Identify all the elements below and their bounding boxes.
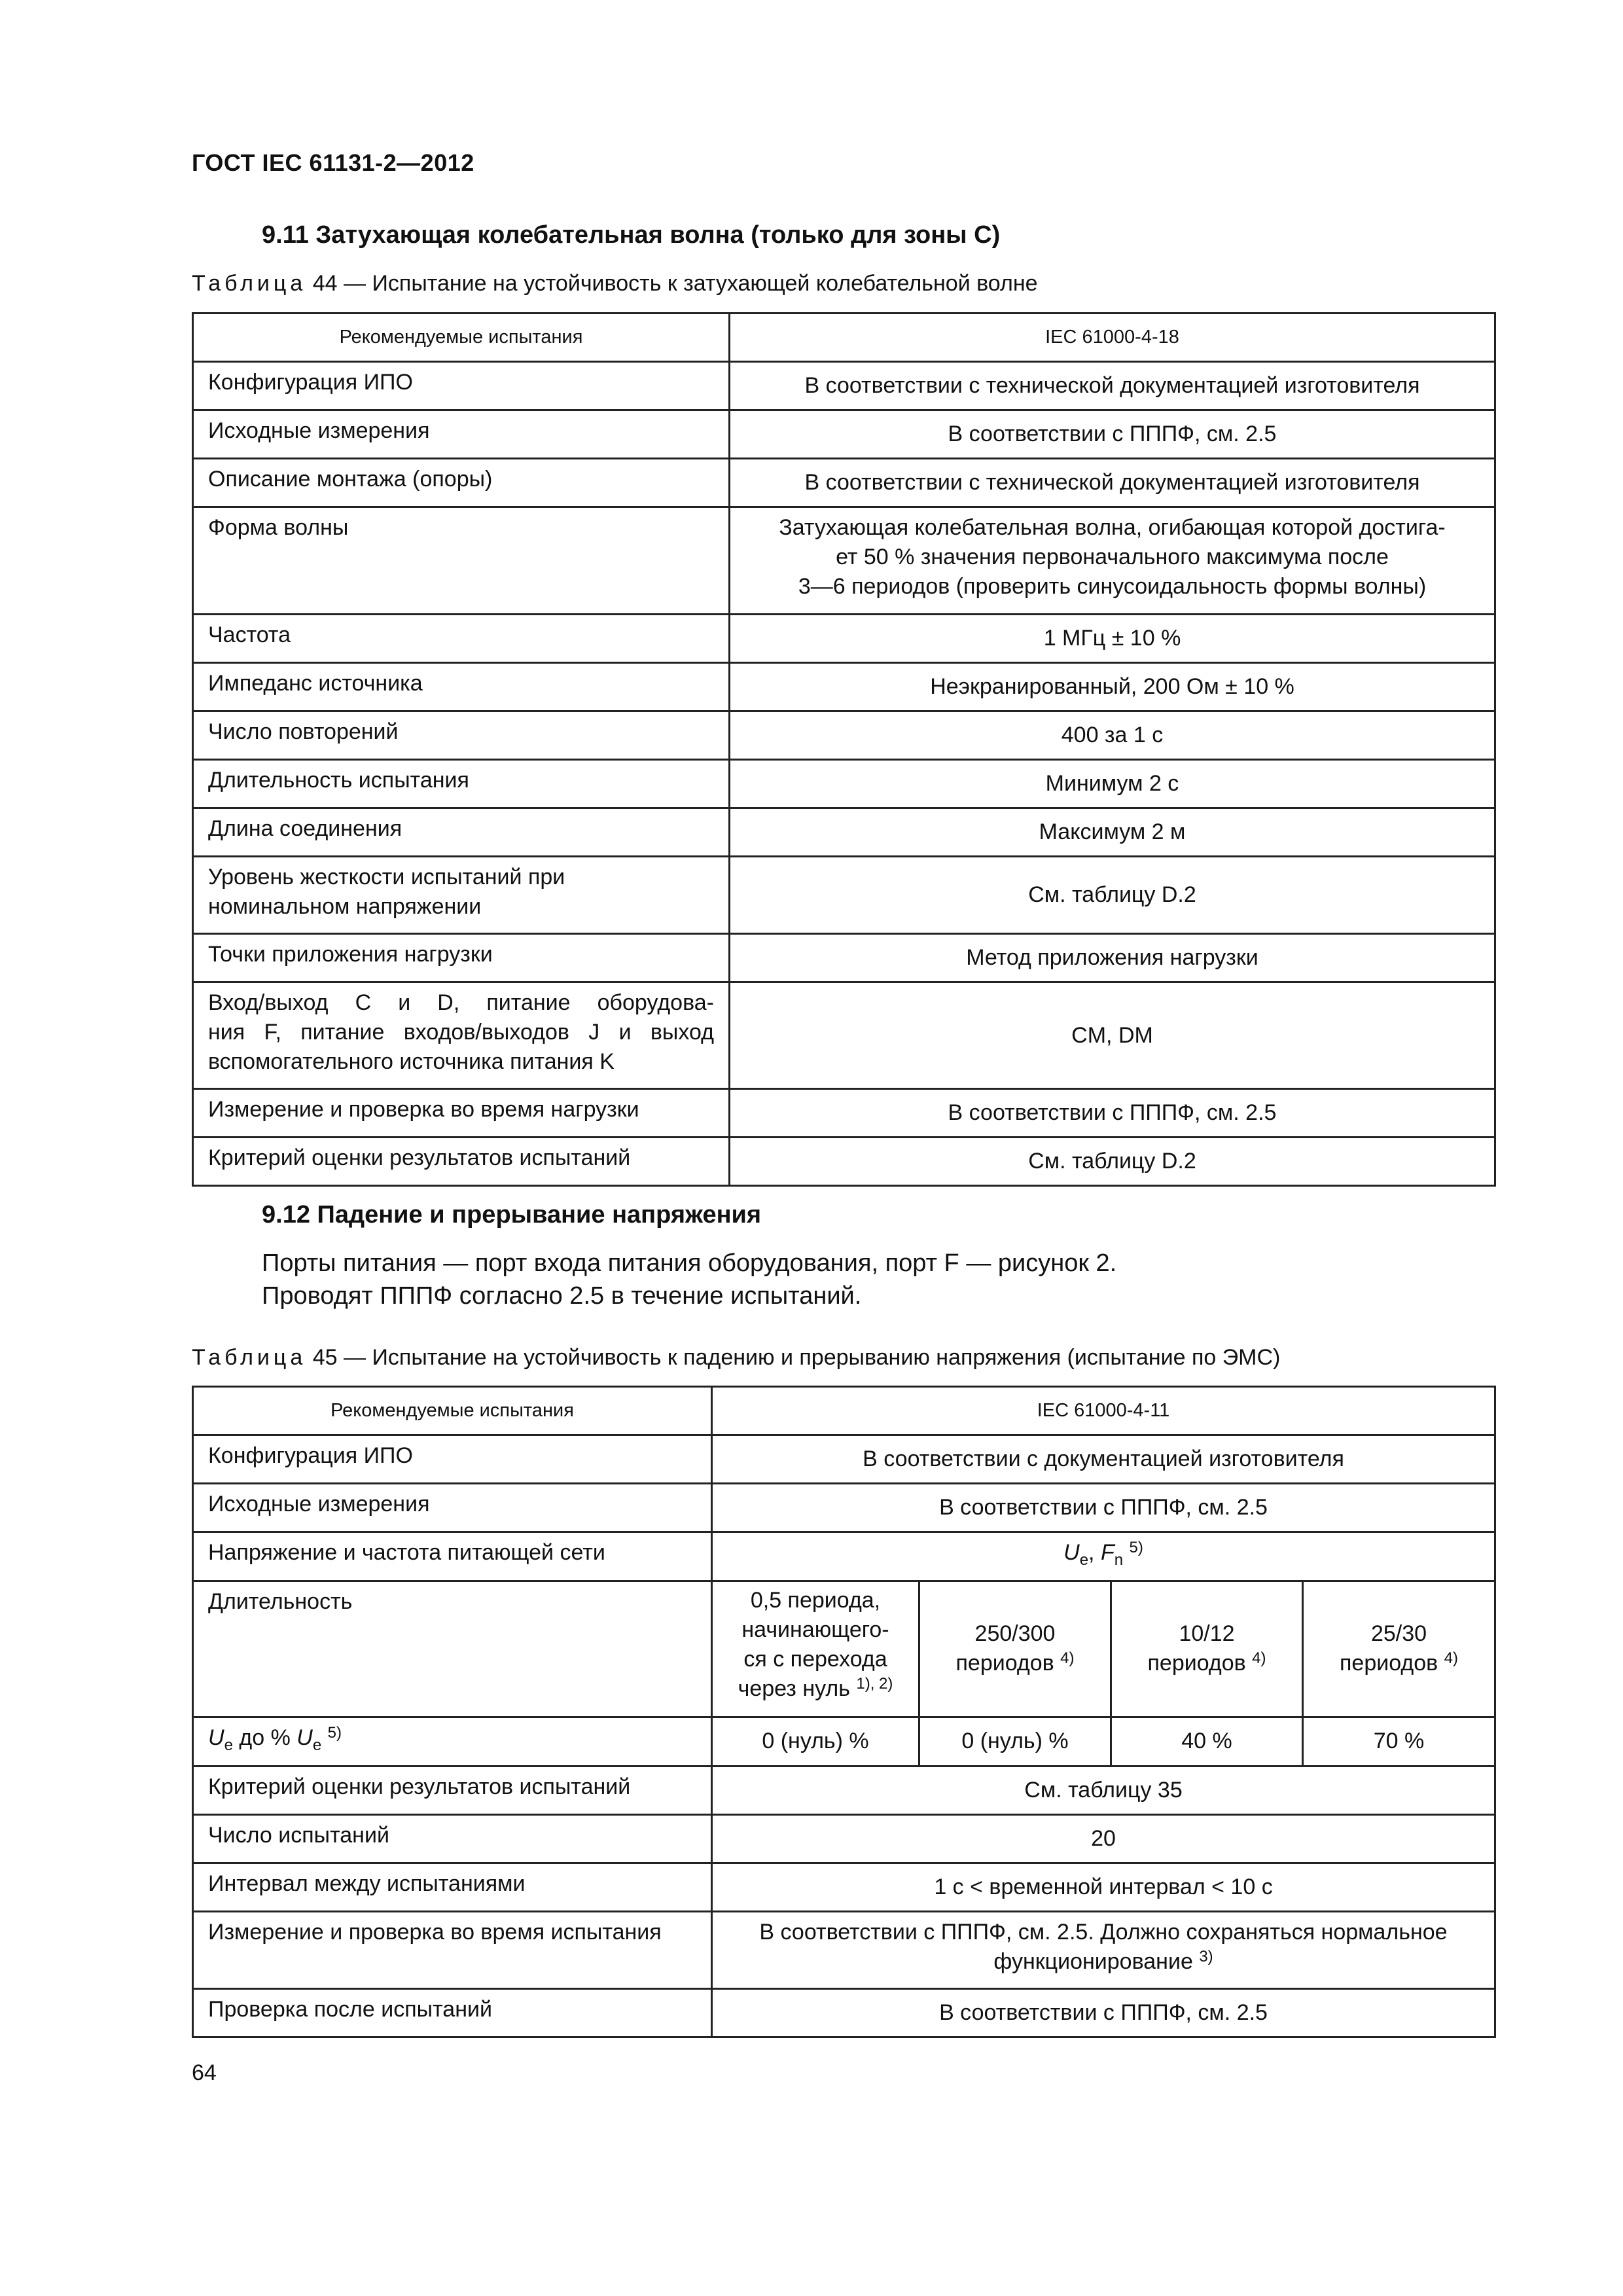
value-line [1310, 1649, 1488, 1678]
table-caption-prefix: Таблица [192, 271, 307, 296]
header-cell: IEC 61000-4-18 [730, 314, 1495, 362]
table-row [193, 663, 1495, 711]
param-cell: Исходные измерения [193, 1484, 712, 1532]
param-cell: Длительность испытания [193, 760, 730, 808]
param-line: вспомогательного источника питания K [208, 1049, 615, 1074]
value-cell: 0 (нуль) % [712, 1717, 919, 1766]
value-cell: См. таблицу D.2 [730, 857, 1495, 934]
value-cell: В соответствии с ПППФ, см. 2.5 [712, 1988, 1495, 2037]
symbol-u: U [1063, 1540, 1080, 1565]
value-line: ет 50 % значения первоначального максимума после [836, 545, 1389, 569]
footnote-ref: 5) [327, 1723, 342, 1742]
param-line: ния F, питание входов/выходов J и выход [208, 1020, 714, 1045]
table-row [193, 1484, 1495, 1532]
table-row [193, 459, 1495, 507]
subscript: e [312, 1736, 322, 1754]
duration-cell [919, 1581, 1111, 1717]
section-title-9-12: 9.12 Падение и прерывание напряжения [262, 1201, 762, 1229]
param-cell: Число повторений [193, 711, 730, 760]
subscript: n [1114, 1551, 1124, 1569]
value-cell: 1 МГц ± 10 % [730, 615, 1495, 663]
footnote-ref: 4) [1060, 1649, 1075, 1668]
table-row [193, 1911, 1495, 1988]
value-cell: 70 % [1303, 1717, 1495, 1766]
param-cell: Исходные измерения [193, 410, 730, 459]
param-cell: Длительность [193, 1581, 712, 1717]
param-cell: Критерий оценки результатов испытаний [193, 1138, 730, 1186]
table-row [193, 1717, 1495, 1766]
value-cell: 20 [712, 1814, 1495, 1863]
value-line [1118, 1649, 1295, 1678]
symbol-f: F [1100, 1540, 1115, 1565]
footnote-ref: 1), 2) [856, 1674, 893, 1693]
value-cell: В соответствии с документацией изготовителя [712, 1435, 1495, 1484]
param-cell: Проверка после испытаний [193, 1988, 712, 2037]
value-line: 0,5 периода, [750, 1587, 881, 1613]
footnote-ref: 4) [1444, 1649, 1459, 1668]
footnote-ref: 5) [1129, 1539, 1143, 1556]
table-row [193, 1766, 1495, 1814]
table-caption-text: 44 — Испытание на устойчивость к затухающей колебательной волне [306, 271, 1038, 296]
subscript: e [1079, 1551, 1089, 1569]
value-cell: См. таблицу D.2 [730, 1138, 1495, 1186]
param-line: номинальном напряжении [208, 894, 482, 919]
table-row [193, 1532, 1495, 1581]
param-cell: Конфигурация ИПО [193, 1435, 712, 1484]
value-cell: CM, DM [730, 982, 1495, 1089]
value-cell: Минимум 2 с [730, 760, 1495, 808]
param-text: до % [232, 1725, 297, 1750]
param-cell: Точки приложения нагрузки [193, 934, 730, 982]
table-header-row [193, 1387, 1495, 1435]
table-row [193, 362, 1495, 410]
symbol-u: U [296, 1725, 313, 1750]
param-cell: Интервал между испытаниями [193, 1863, 712, 1911]
table-row [193, 857, 1495, 934]
value-cell: 40 % [1111, 1717, 1303, 1766]
value-text: функционирование [993, 1948, 1193, 1974]
param-cell: Описание монтажа (опоры) [193, 459, 730, 507]
value-cell: В соответствии с технической документацией изготовителя [730, 362, 1495, 410]
value-text: периодов [1340, 1651, 1438, 1676]
symbol-u: U [208, 1725, 224, 1750]
table-row [193, 808, 1495, 857]
value-text: периодов [1147, 1651, 1246, 1676]
value-line: 10/12 [1179, 1621, 1235, 1647]
param-cell: Частота [193, 615, 730, 663]
table-44 [192, 312, 1496, 1187]
table-row [193, 934, 1495, 982]
table-caption-prefix: Таблица [192, 1345, 307, 1370]
value-cell: См. таблицу 35 [712, 1766, 1495, 1814]
section-title-9-11: 9.11 Затухающая колебательная волна (только для зоны С) [262, 221, 1001, 249]
value-line: 25/30 [1370, 1621, 1427, 1647]
value-cell: В соответствии с ПППФ, см. 2.5 [730, 410, 1495, 459]
table-44-caption [192, 271, 1038, 296]
value-cell [712, 1911, 1495, 1988]
header-cell: Рекомендуемые испытания [193, 314, 730, 362]
param-cell: Конфигурация ИПО [193, 362, 730, 410]
page-number: 64 [192, 2060, 217, 2085]
header-cell: Рекомендуемые испытания [193, 1387, 712, 1435]
param-cell [193, 982, 730, 1089]
table-row [193, 982, 1495, 1089]
param-line: Вход/выход С и D, питание оборудова- [208, 990, 714, 1015]
subscript: e [224, 1736, 233, 1754]
footnote-ref: 3) [1199, 1947, 1213, 1965]
value-line: Затухающая колебательная волна, огибающая которой достига- [779, 515, 1446, 540]
table-header-row [193, 314, 1495, 362]
value-cell: 400 за 1 с [730, 711, 1495, 760]
table-row [193, 1435, 1495, 1484]
value-line [727, 1947, 1480, 1977]
param-cell: Измерение и проверка во время испытания [193, 1911, 712, 1988]
value-line: ся с перехода [743, 1646, 887, 1672]
value-cell: Максимум 2 м [730, 808, 1495, 857]
duration-cell [712, 1581, 919, 1717]
separator: , [1088, 1540, 1101, 1565]
table-row [193, 711, 1495, 760]
table-row [193, 1089, 1495, 1138]
param-cell [193, 857, 730, 934]
footnote-ref: 4) [1252, 1649, 1266, 1668]
duration-cell [1111, 1581, 1303, 1717]
value-line: начинающего- [741, 1617, 889, 1642]
value-text: через нуль [738, 1676, 850, 1701]
table-row [193, 410, 1495, 459]
table-row [193, 1581, 1495, 1717]
document-header: ГОСТ IEC 61131-2—2012 [192, 149, 474, 176]
param-line: Уровень жесткости испытаний при [208, 865, 565, 889]
value-cell: 1 с < временной интервал < 10 с [712, 1863, 1495, 1911]
param-cell: Импеданс источника [193, 663, 730, 711]
value-cell: В соответствии с ПППФ, см. 2.5 [712, 1484, 1495, 1532]
header-cell: IEC 61000-4-11 [712, 1387, 1495, 1435]
table-row [193, 760, 1495, 808]
value-line [719, 1674, 912, 1704]
param-cell: Критерий оценки результатов испытаний [193, 1766, 712, 1814]
table-row [193, 615, 1495, 663]
table-row [193, 1814, 1495, 1863]
table-row [193, 1863, 1495, 1911]
param-cell: Длина соединения [193, 808, 730, 857]
table-caption-text: 45 — Испытание на устойчивость к падению и прерыванию напряжения (испытание по ЭМС) [306, 1345, 1281, 1370]
table-row [193, 1138, 1495, 1186]
param-cell: Напряжение и частота питающей сети [193, 1532, 712, 1581]
value-cell [730, 507, 1495, 615]
duration-cell [1303, 1581, 1495, 1717]
param-cell: Измерение и проверка во время нагрузки [193, 1089, 730, 1138]
table-row [193, 507, 1495, 615]
value-text: периодов [955, 1651, 1054, 1676]
value-cell: В соответствии с технической документацией изготовителя [730, 459, 1495, 507]
value-cell: Неэкранированный, 200 Ом ± 10 % [730, 663, 1495, 711]
param-cell [193, 1717, 712, 1766]
table-row [193, 1988, 1495, 2037]
value-line: 3—6 периодов (проверить синусоидальность формы волны) [798, 574, 1427, 599]
paragraph: Порты питания — порт входа питания оборудования, порт F — рисунок 2. [262, 1249, 1117, 1277]
table-45-caption [192, 1345, 1280, 1371]
param-cell: Число испытаний [193, 1814, 712, 1863]
value-cell: В соответствии с ПППФ, см. 2.5 [730, 1089, 1495, 1138]
value-line: 250/300 [974, 1621, 1056, 1647]
value-line: В соответствии с ПППФ, см. 2.5. Должно сохраняться нормальное [759, 1919, 1448, 1945]
value-cell [712, 1532, 1495, 1581]
value-cell: 0 (нуль) % [919, 1717, 1111, 1766]
value-cell: Метод приложения нагрузки [730, 934, 1495, 982]
table-45 [192, 1386, 1496, 2038]
paragraph: Проводят ПППФ согласно 2.5 в течение испытаний. [262, 1282, 862, 1310]
param-cell: Форма волны [193, 507, 730, 615]
value-line [927, 1649, 1103, 1678]
